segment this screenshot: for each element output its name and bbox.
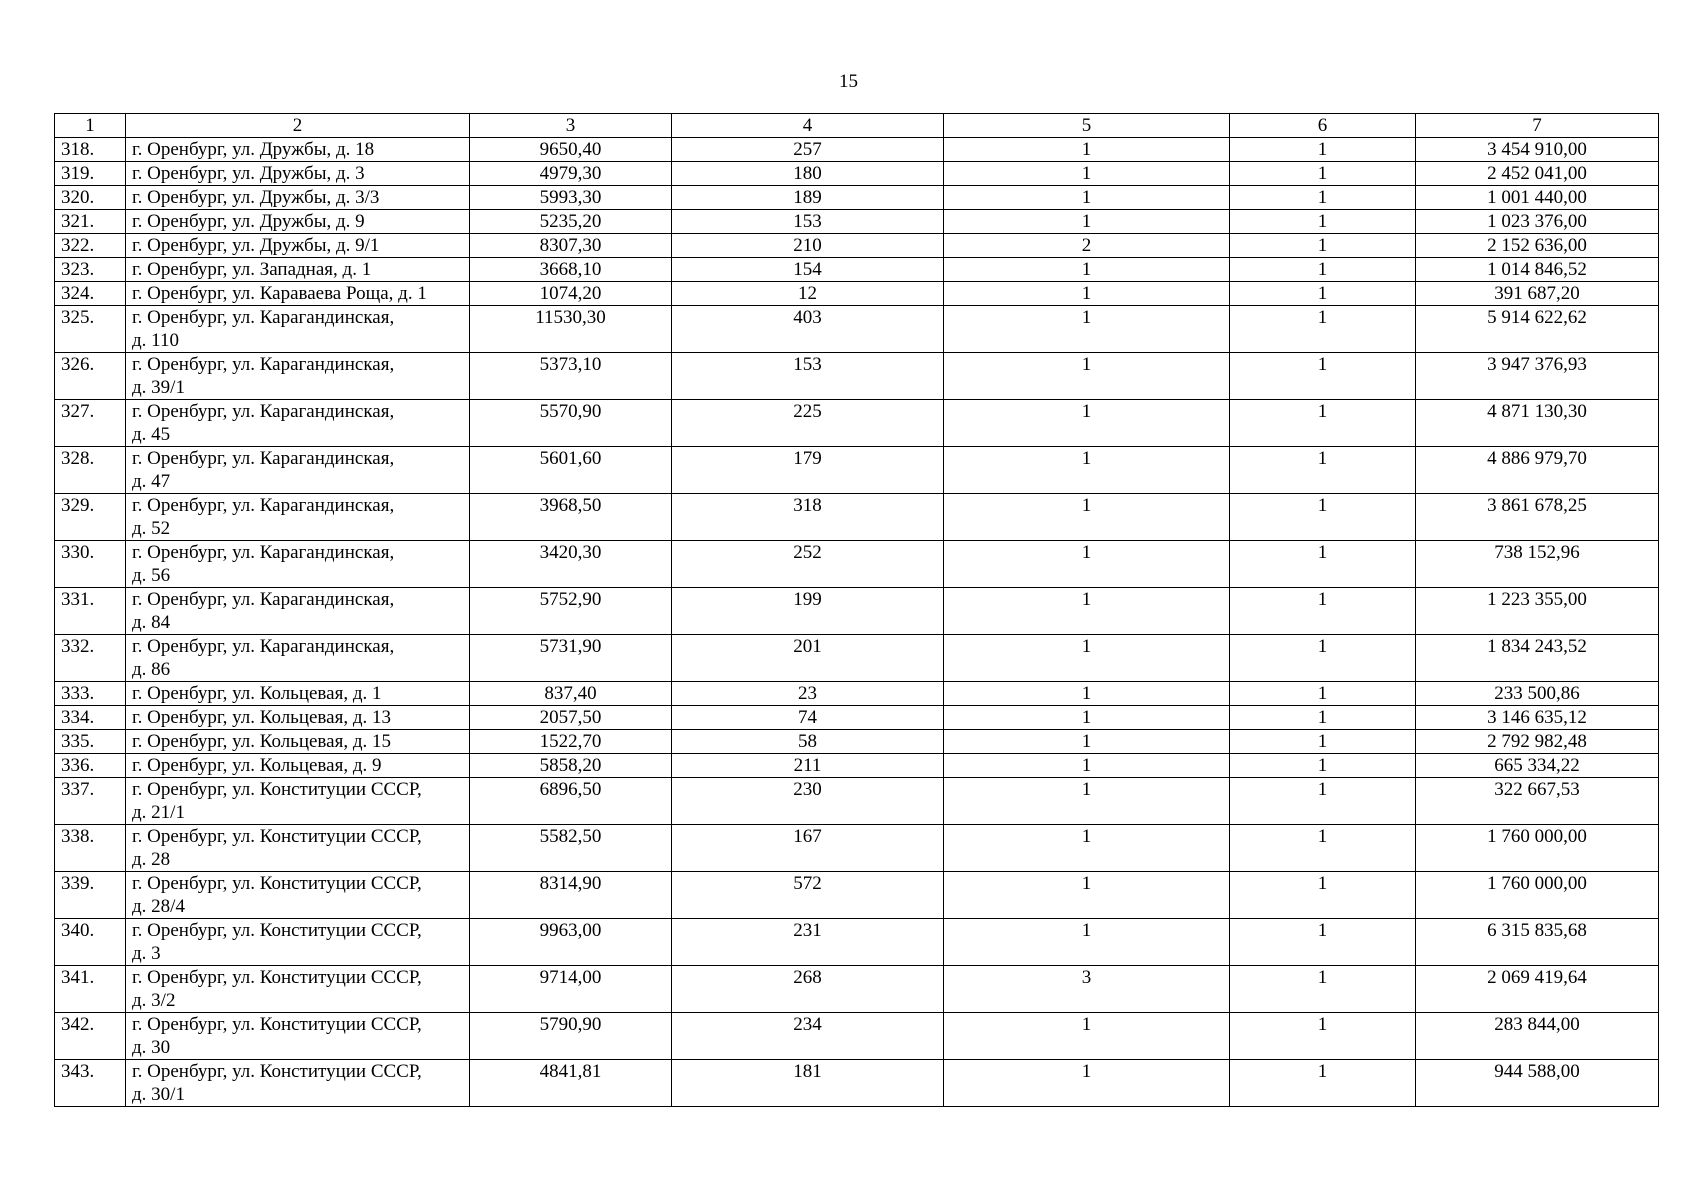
- amount-cell: 4 871 130,30: [1416, 400, 1659, 447]
- address-line: г. Оренбург, ул. Карагандинская,: [132, 401, 395, 422]
- page-number: 15: [839, 71, 858, 92]
- column-5-cell: 1: [944, 1060, 1230, 1107]
- column-5-cell: 1: [944, 258, 1230, 282]
- table-row: [55, 186, 1659, 210]
- row-number-cell: 340.: [55, 919, 126, 966]
- table-row: [55, 1060, 1659, 1107]
- count-cell: 74: [672, 706, 944, 730]
- address-line: д. 39/1: [132, 377, 185, 398]
- column-6-cell: 1: [1230, 706, 1416, 730]
- amount-cell: 3 454 910,00: [1416, 138, 1659, 162]
- amount-cell: 391 687,20: [1416, 282, 1659, 306]
- amount-cell: 665 334,22: [1416, 754, 1659, 778]
- column-6-cell: 1: [1230, 494, 1416, 541]
- address-line: г. Оренбург, ул. Конституции СССР,: [132, 1014, 422, 1035]
- amount-cell: 1 834 243,52: [1416, 635, 1659, 682]
- address-line: д. 3/2: [132, 990, 176, 1011]
- column-5-cell: 1: [944, 541, 1230, 588]
- address-cell: [126, 138, 470, 162]
- address-line: г. Оренбург, ул. Карагандинская,: [132, 307, 395, 328]
- column-6-cell: 1: [1230, 1013, 1416, 1060]
- header-row: [55, 114, 1659, 138]
- column-5-cell: 1: [944, 635, 1230, 682]
- amount-cell: 6 315 835,68: [1416, 919, 1659, 966]
- count-cell: 257: [672, 138, 944, 162]
- address-cell: [126, 447, 470, 494]
- amount-cell: 1 223 355,00: [1416, 588, 1659, 635]
- address-line: г. Оренбург, ул. Карагандинская,: [132, 495, 395, 516]
- address-line: г. Оренбург, ул. Конституции СССР,: [132, 1061, 422, 1082]
- row-number-cell: 320.: [55, 186, 126, 210]
- count-cell: 12: [672, 282, 944, 306]
- amount-cell: 1 001 440,00: [1416, 186, 1659, 210]
- address-cell: [126, 706, 470, 730]
- address-cell: [126, 966, 470, 1013]
- address-line: г. Оренбург, ул. Конституции СССР,: [132, 826, 422, 847]
- amount-cell: 233 500,86: [1416, 682, 1659, 706]
- count-cell: 231: [672, 919, 944, 966]
- address-cell: [126, 872, 470, 919]
- header-cell: 5: [944, 114, 1230, 138]
- count-cell: 318: [672, 494, 944, 541]
- column-5-cell: 1: [944, 1013, 1230, 1060]
- table-row: [55, 706, 1659, 730]
- count-cell: 180: [672, 162, 944, 186]
- column-6-cell: 1: [1230, 258, 1416, 282]
- column-5-cell: 1: [944, 306, 1230, 353]
- address-cell: [126, 730, 470, 754]
- column-6-cell: 1: [1230, 353, 1416, 400]
- column-5-cell: 1: [944, 210, 1230, 234]
- table-row: [55, 730, 1659, 754]
- table-row: [55, 966, 1659, 1013]
- address-line: г. Оренбург, ул. Конституции СССР,: [132, 967, 422, 988]
- address-line: д. 30/1: [132, 1084, 185, 1105]
- address-cell: [126, 825, 470, 872]
- address-cell: [126, 400, 470, 447]
- area-cell: 3968,50: [470, 494, 672, 541]
- column-5-cell: 1: [944, 754, 1230, 778]
- table-row: [55, 825, 1659, 872]
- table-row: [55, 138, 1659, 162]
- address-cell: [126, 186, 470, 210]
- row-number-cell: 332.: [55, 635, 126, 682]
- amount-cell: 1 760 000,00: [1416, 825, 1659, 872]
- table-row: [55, 682, 1659, 706]
- area-cell: 5993,30: [470, 186, 672, 210]
- column-5-cell: 1: [944, 825, 1230, 872]
- address-cell: [126, 162, 470, 186]
- header-cell: 1: [55, 114, 126, 138]
- count-cell: 179: [672, 447, 944, 494]
- row-number-cell: 343.: [55, 1060, 126, 1107]
- amount-cell: 2 069 419,64: [1416, 966, 1659, 1013]
- row-number-cell: 337.: [55, 778, 126, 825]
- area-cell: 11530,30: [470, 306, 672, 353]
- count-cell: 153: [672, 353, 944, 400]
- address-line: д. 56: [132, 565, 171, 586]
- column-6-cell: 1: [1230, 234, 1416, 258]
- count-cell: 201: [672, 635, 944, 682]
- address-line: д. 30: [132, 1037, 171, 1058]
- amount-cell: 5 914 622,62: [1416, 306, 1659, 353]
- address-line: д. 45: [132, 424, 171, 445]
- address-line: г. Оренбург, ул. Конституции СССР,: [132, 873, 422, 894]
- address-line: г. Оренбург, ул. Кольцевая, д. 9: [132, 755, 382, 776]
- row-number-cell: 326.: [55, 353, 126, 400]
- amount-cell: 944 588,00: [1416, 1060, 1659, 1107]
- address-line: д. 86: [132, 659, 171, 680]
- row-number-cell: 333.: [55, 682, 126, 706]
- count-cell: 154: [672, 258, 944, 282]
- address-line: д. 3: [132, 943, 161, 964]
- table-row: [55, 353, 1659, 400]
- column-5-cell: 1: [944, 138, 1230, 162]
- column-6-cell: 1: [1230, 730, 1416, 754]
- address-cell: [126, 635, 470, 682]
- area-cell: 3420,30: [470, 541, 672, 588]
- count-cell: 403: [672, 306, 944, 353]
- address-line: д. 28: [132, 849, 171, 870]
- column-5-cell: 1: [944, 282, 1230, 306]
- row-number-cell: 328.: [55, 447, 126, 494]
- column-6-cell: 1: [1230, 400, 1416, 447]
- column-5-cell: 1: [944, 872, 1230, 919]
- table-row: [55, 282, 1659, 306]
- address-cell: [126, 778, 470, 825]
- column-6-cell: 1: [1230, 754, 1416, 778]
- column-5-cell: 1: [944, 730, 1230, 754]
- address-line: г. Оренбург, ул. Карагандинская,: [132, 354, 395, 375]
- amount-cell: 1 023 376,00: [1416, 210, 1659, 234]
- area-cell: 5752,90: [470, 588, 672, 635]
- address-cell: [126, 1013, 470, 1060]
- column-6-cell: 1: [1230, 306, 1416, 353]
- amount-cell: 3 146 635,12: [1416, 706, 1659, 730]
- column-6-cell: 1: [1230, 872, 1416, 919]
- area-cell: 5731,90: [470, 635, 672, 682]
- address-line: д. 47: [132, 471, 171, 492]
- address-cell: [126, 588, 470, 635]
- area-cell: 1522,70: [470, 730, 672, 754]
- area-cell: 837,40: [470, 682, 672, 706]
- column-5-cell: 1: [944, 400, 1230, 447]
- amount-cell: 1 760 000,00: [1416, 872, 1659, 919]
- area-cell: 3668,10: [470, 258, 672, 282]
- row-number-cell: 324.: [55, 282, 126, 306]
- count-cell: 23: [672, 682, 944, 706]
- area-cell: 8307,30: [470, 234, 672, 258]
- header-cell: 4: [672, 114, 944, 138]
- table-row: [55, 400, 1659, 447]
- column-6-cell: 1: [1230, 210, 1416, 234]
- table-row: [55, 754, 1659, 778]
- address-line: г. Оренбург, ул. Карагандинская,: [132, 542, 395, 563]
- amount-cell: 3 861 678,25: [1416, 494, 1659, 541]
- column-6-cell: 1: [1230, 162, 1416, 186]
- amount-cell: 1 014 846,52: [1416, 258, 1659, 282]
- address-line: д. 110: [132, 330, 179, 351]
- area-cell: 9963,00: [470, 919, 672, 966]
- address-line: д. 52: [132, 518, 171, 539]
- count-cell: 210: [672, 234, 944, 258]
- area-cell: 4841,81: [470, 1060, 672, 1107]
- address-line: г. Оренбург, ул. Карагандинская,: [132, 589, 395, 610]
- amount-cell: 738 152,96: [1416, 541, 1659, 588]
- column-5-cell: 3: [944, 966, 1230, 1013]
- amount-cell: 3 947 376,93: [1416, 353, 1659, 400]
- table-row: [55, 258, 1659, 282]
- table-row: [55, 778, 1659, 825]
- column-6-cell: 1: [1230, 588, 1416, 635]
- table-row: [55, 541, 1659, 588]
- area-cell: 9650,40: [470, 138, 672, 162]
- count-cell: 58: [672, 730, 944, 754]
- area-cell: 1074,20: [470, 282, 672, 306]
- column-5-cell: 1: [944, 494, 1230, 541]
- row-number-cell: 336.: [55, 754, 126, 778]
- column-6-cell: 1: [1230, 966, 1416, 1013]
- table-row: [55, 234, 1659, 258]
- address-line: г. Оренбург, ул. Дружбы, д. 18: [132, 139, 375, 160]
- amount-cell: 283 844,00: [1416, 1013, 1659, 1060]
- column-5-cell: 1: [944, 186, 1230, 210]
- address-line: г. Оренбург, ул. Дружбы, д. 9/1: [132, 235, 380, 256]
- area-cell: 8314,90: [470, 872, 672, 919]
- column-6-cell: 1: [1230, 541, 1416, 588]
- column-5-cell: 1: [944, 706, 1230, 730]
- table-row: [55, 635, 1659, 682]
- table-row: [55, 1013, 1659, 1060]
- row-number-cell: 319.: [55, 162, 126, 186]
- column-6-cell: 1: [1230, 919, 1416, 966]
- column-5-cell: 1: [944, 588, 1230, 635]
- column-5-cell: 2: [944, 234, 1230, 258]
- row-number-cell: 321.: [55, 210, 126, 234]
- column-5-cell: 1: [944, 353, 1230, 400]
- table-row: [55, 306, 1659, 353]
- address-line: г. Оренбург, ул. Конституции СССР,: [132, 920, 422, 941]
- area-cell: 9714,00: [470, 966, 672, 1013]
- address-cell: [126, 353, 470, 400]
- amount-cell: 2 152 636,00: [1416, 234, 1659, 258]
- count-cell: 181: [672, 1060, 944, 1107]
- header-cell: 6: [1230, 114, 1416, 138]
- address-line: д. 84: [132, 612, 171, 633]
- address-cell: [126, 258, 470, 282]
- count-cell: 225: [672, 400, 944, 447]
- address-cell: [126, 282, 470, 306]
- table-body: [55, 138, 1659, 1107]
- column-6-cell: 1: [1230, 282, 1416, 306]
- address-line: г. Оренбург, ул. Караваева Роща, д. 1: [132, 283, 427, 304]
- table-row: [55, 588, 1659, 635]
- column-6-cell: 1: [1230, 1060, 1416, 1107]
- table-row: [55, 210, 1659, 234]
- row-number-cell: 334.: [55, 706, 126, 730]
- area-cell: 5582,50: [470, 825, 672, 872]
- row-number-cell: 323.: [55, 258, 126, 282]
- area-cell: 5235,20: [470, 210, 672, 234]
- count-cell: 153: [672, 210, 944, 234]
- table-row: [55, 162, 1659, 186]
- address-line: г. Оренбург, ул. Конституции СССР,: [132, 779, 422, 800]
- address-line: д. 28/4: [132, 896, 185, 917]
- table-row: [55, 919, 1659, 966]
- address-cell: [126, 919, 470, 966]
- row-number-cell: 331.: [55, 588, 126, 635]
- area-cell: 5790,90: [470, 1013, 672, 1060]
- area-cell: 5373,10: [470, 353, 672, 400]
- row-number-cell: 341.: [55, 966, 126, 1013]
- address-line: д. 21/1: [132, 802, 185, 823]
- address-cell: [126, 234, 470, 258]
- count-cell: 268: [672, 966, 944, 1013]
- address-line: г. Оренбург, ул. Карагандинская,: [132, 448, 395, 469]
- column-5-cell: 1: [944, 162, 1230, 186]
- table-row: [55, 494, 1659, 541]
- count-cell: 189: [672, 186, 944, 210]
- column-6-cell: 1: [1230, 447, 1416, 494]
- address-line: г. Оренбург, ул. Западная, д. 1: [132, 259, 372, 280]
- column-6-cell: 1: [1230, 778, 1416, 825]
- address-cell: [126, 1060, 470, 1107]
- area-cell: 6896,50: [470, 778, 672, 825]
- address-line: г. Оренбург, ул. Дружбы, д. 9: [132, 211, 365, 232]
- count-cell: 211: [672, 754, 944, 778]
- column-5-cell: 1: [944, 682, 1230, 706]
- header-cell: 2: [126, 114, 470, 138]
- header-cell: 3: [470, 114, 672, 138]
- row-number-cell: 335.: [55, 730, 126, 754]
- area-cell: 5570,90: [470, 400, 672, 447]
- amount-cell: 2 792 982,48: [1416, 730, 1659, 754]
- address-line: г. Оренбург, ул. Кольцевая, д. 13: [132, 707, 391, 728]
- count-cell: 252: [672, 541, 944, 588]
- row-number-cell: 342.: [55, 1013, 126, 1060]
- address-cell: [126, 306, 470, 353]
- row-number-cell: 338.: [55, 825, 126, 872]
- address-line: г. Оренбург, ул. Кольцевая, д. 1: [132, 683, 382, 704]
- column-6-cell: 1: [1230, 825, 1416, 872]
- address-line: г. Оренбург, ул. Кольцевая, д. 15: [132, 731, 391, 752]
- count-cell: 167: [672, 825, 944, 872]
- header-cell: 7: [1416, 114, 1659, 138]
- area-cell: 4979,30: [470, 162, 672, 186]
- address-cell: [126, 494, 470, 541]
- area-cell: 5601,60: [470, 447, 672, 494]
- area-cell: 5858,20: [470, 754, 672, 778]
- registry-table: [54, 113, 1659, 1107]
- row-number-cell: 322.: [55, 234, 126, 258]
- row-number-cell: 329.: [55, 494, 126, 541]
- table-row: [55, 447, 1659, 494]
- column-6-cell: 1: [1230, 186, 1416, 210]
- row-number-cell: 330.: [55, 541, 126, 588]
- address-cell: [126, 682, 470, 706]
- column-6-cell: 1: [1230, 682, 1416, 706]
- column-6-cell: 1: [1230, 138, 1416, 162]
- count-cell: 199: [672, 588, 944, 635]
- area-cell: 2057,50: [470, 706, 672, 730]
- amount-cell: 322 667,53: [1416, 778, 1659, 825]
- address-line: г. Оренбург, ул. Карагандинская,: [132, 636, 395, 657]
- count-cell: 230: [672, 778, 944, 825]
- column-5-cell: 1: [944, 447, 1230, 494]
- amount-cell: 2 452 041,00: [1416, 162, 1659, 186]
- address-line: г. Оренбург, ул. Дружбы, д. 3: [132, 163, 365, 184]
- row-number-cell: 327.: [55, 400, 126, 447]
- amount-cell: 4 886 979,70: [1416, 447, 1659, 494]
- address-cell: [126, 754, 470, 778]
- column-5-cell: 1: [944, 919, 1230, 966]
- count-cell: 234: [672, 1013, 944, 1060]
- table-row: [55, 872, 1659, 919]
- address-line: г. Оренбург, ул. Дружбы, д. 3/3: [132, 187, 380, 208]
- column-6-cell: 1: [1230, 635, 1416, 682]
- address-cell: [126, 541, 470, 588]
- row-number-cell: 325.: [55, 306, 126, 353]
- count-cell: 572: [672, 872, 944, 919]
- address-cell: [126, 210, 470, 234]
- row-number-cell: 339.: [55, 872, 126, 919]
- column-5-cell: 1: [944, 778, 1230, 825]
- row-number-cell: 318.: [55, 138, 126, 162]
